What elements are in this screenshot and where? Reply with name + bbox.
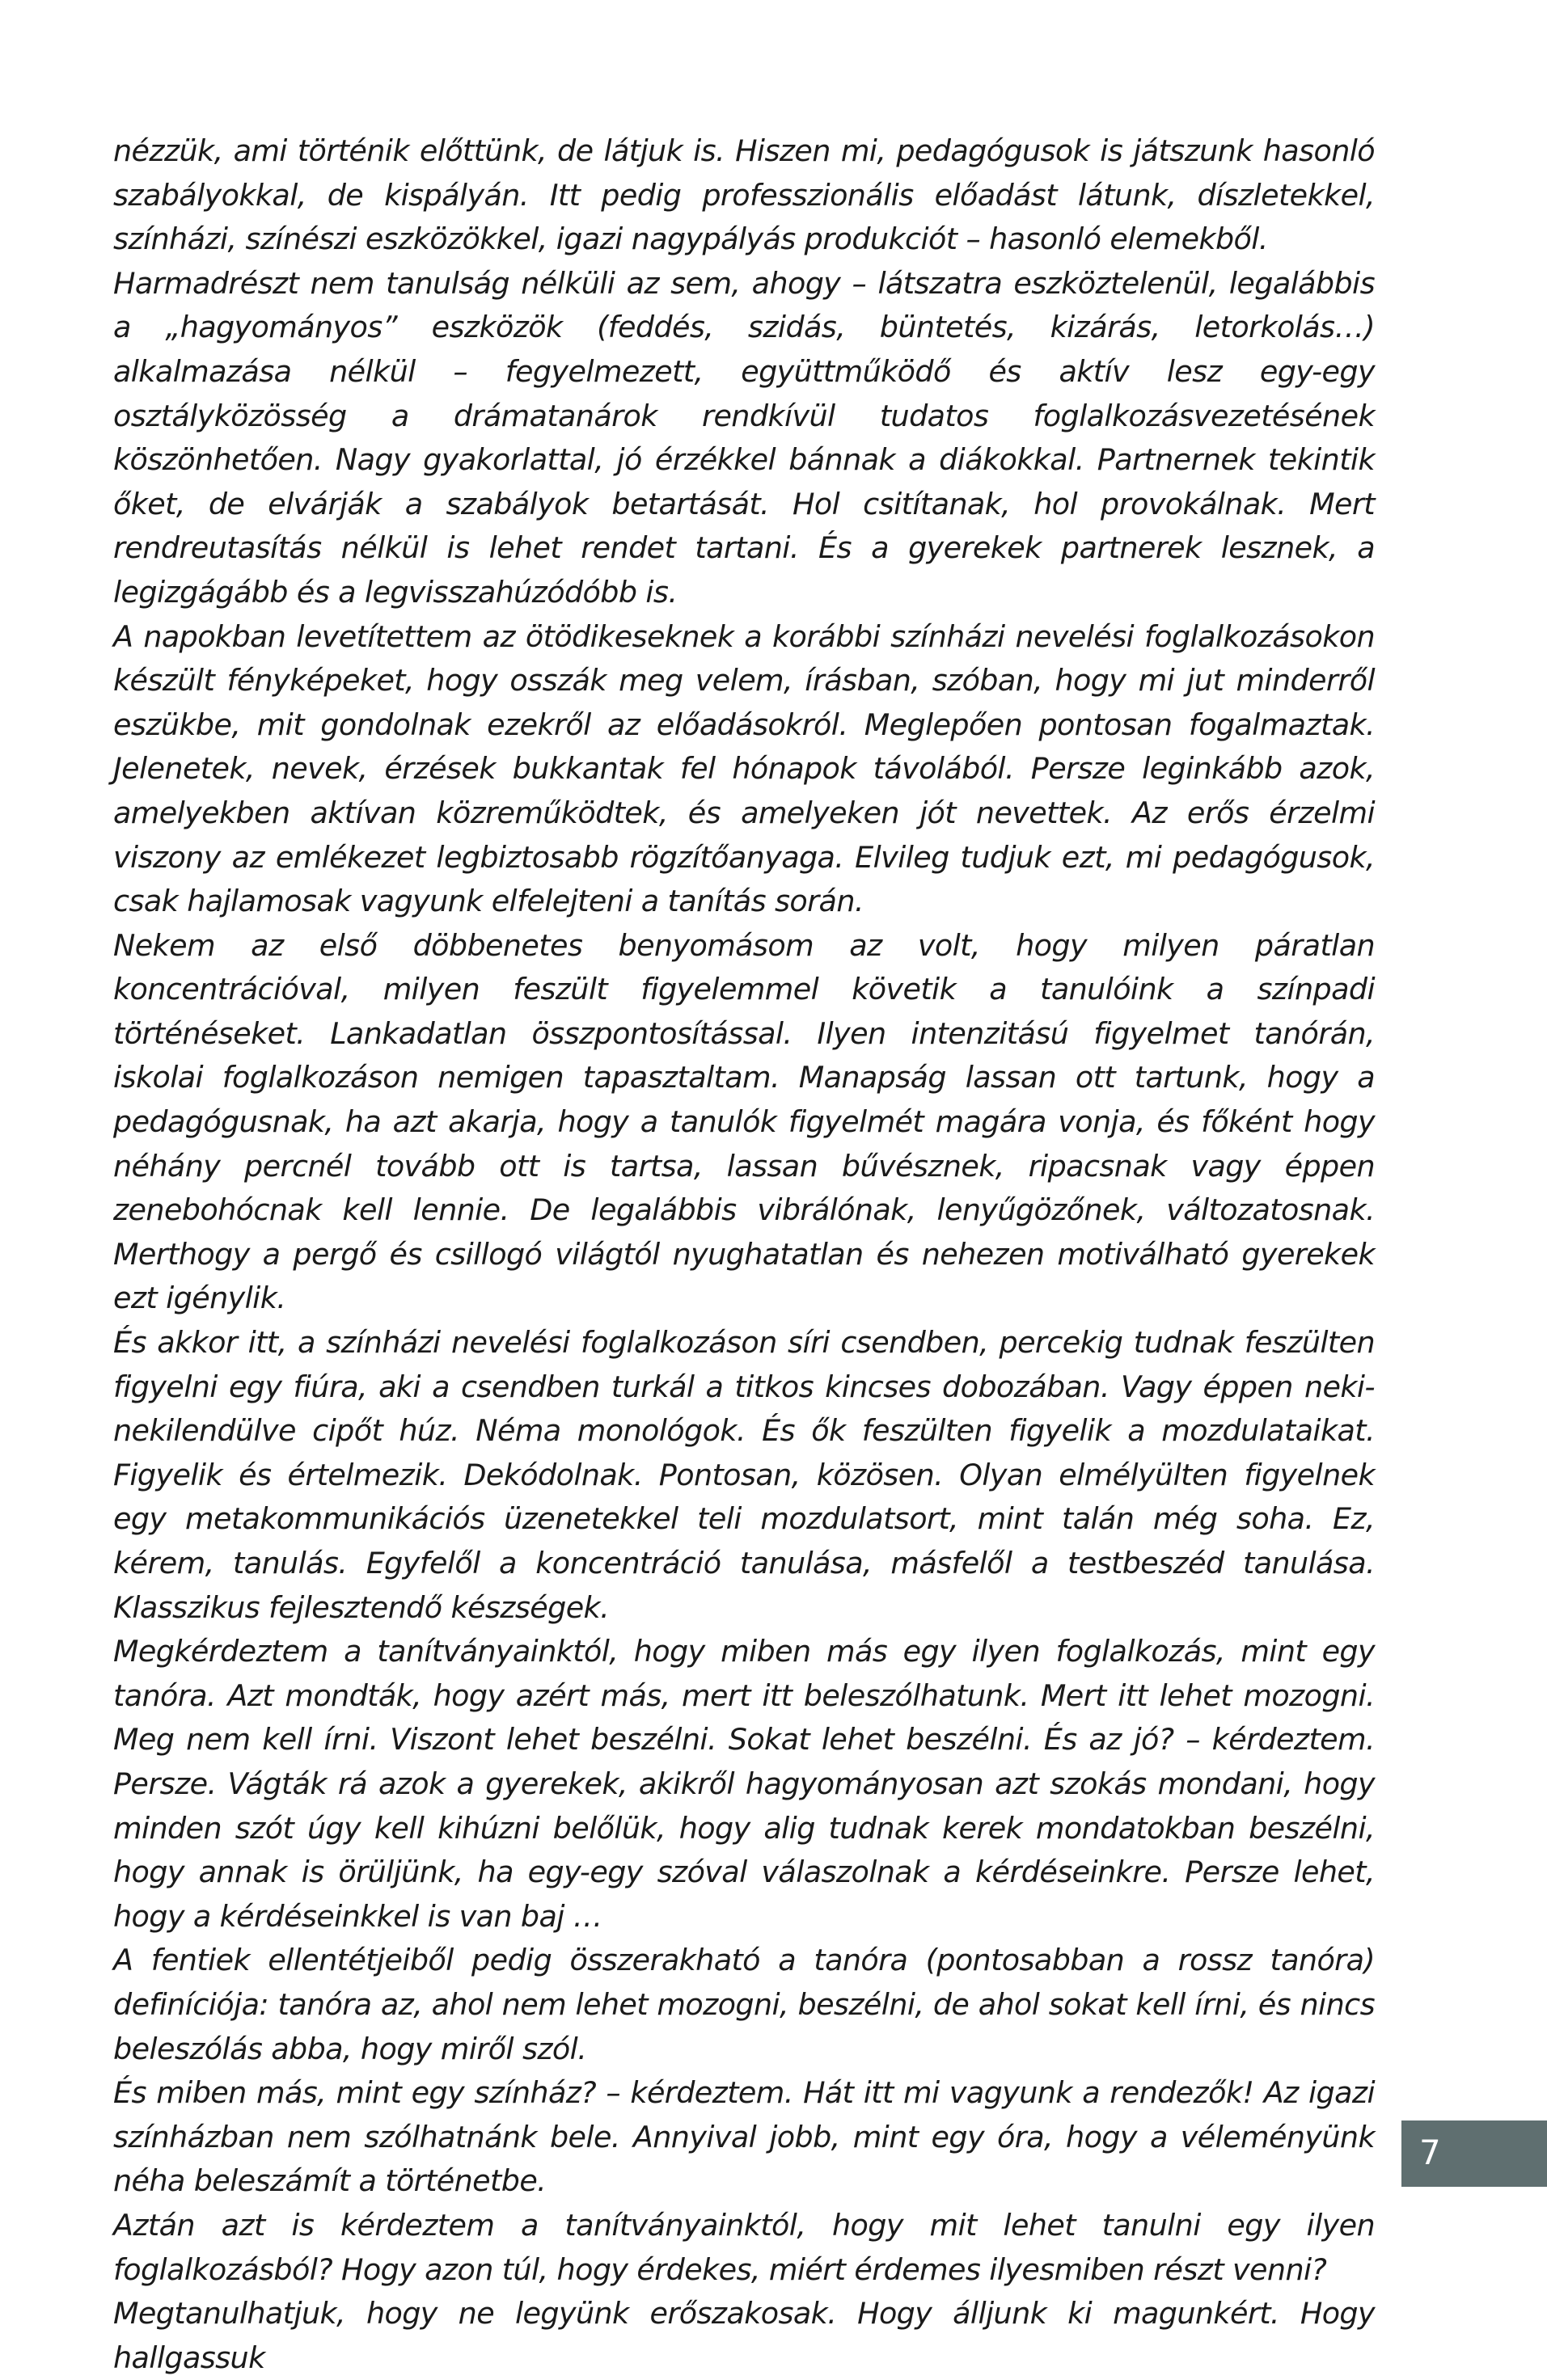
paragraph-2: Harmadrészt nem tanulság nélküli az sem, ahogy – látszatra eszköztelenül, legalábbis a „hagyományos” eszközök (feddés, szidás, büntetés, kizárás, letorkolás…) alkalmazása nélkül – fegyelmezett, együttműködő és aktív lesz egy-egy osztályközösség a drámatanárok rendkívül tudatos foglalkozásvezetésének köszönhetően. Nagy gyakorlattal, jó érzékkel bánnak a diákokkal. Partnernek tekintik őket, de elvárják a szabályok betartását. Hol csitítanak, hol provokálnak. Mert rendreutasítás nélkül is lehet rendet tartani. És a gyerekek partnerek lesznek, a legizgágább és a legvisszahúzódóbb is. — [113, 265, 1375, 610]
paragraph-10: Megtanulhatjuk, hogy ne legyünk erőszakosak. Hogy álljunk ki magunkért. Hogy hallgassuk — [113, 2296, 1375, 2375]
page-number: 7 — [1419, 2133, 1441, 2172]
paragraph-4: Nekem az első döbbenetes benyomásom az volt, hogy milyen páratlan koncentrációval, milyen feszült figyelemmel követik a tanulóink a színpadi történéseket. Lankadatlan összpontosítással. Ilyen intenzitású figyelmet tanórán, iskolai foglalkozáson nemigen tapasztaltam. Manapság lassan ott tartunk, hogy a pedagógusnak, ha azt akarja, hogy a tanulók figyelmét magára vonja, és főként hogy néhány percnél tovább ott is tartsa, lassan bűvésznek, ripacsnak vagy éppen zenebohócnak kell lennie. De legalábbis vibrálónak, lenyűgözőnek, változatosnak. Merthogy a pergő és csillogó világtól nyughatatlan és nehezen motiválható gyerekek ezt igénylik. — [113, 927, 1375, 1316]
paragraph-3: A napokban levetítettem az ötödikeseknek a korábbi színházi nevelési foglalkozásokon készült fényképeket, hogy osszák meg velem, írásban, szóban, hogy mi jut minderről eszükbe, mit gondolnak ezekről az előadásokról. Meglepően pontosan fogalmaztak. Jelenetek, nevek, érzések bukkantak fel hónapok távolából. Persze leginkább azok, amelyekben aktívan közreműködtek, és amelyeken jót nevettek. Az erős érzelmi viszony az emlékezet legbiztosabb rögzítőanyaga. Elvileg tudjuk ezt, mi pedagógusok, csak hajlamosak vagyunk elfelejteni a tanítás során. — [113, 618, 1375, 919]
paragraph-6: Megkérdeztem a tanítványainktól, hogy miben más egy ilyen foglalkozás, mint egy tanóra. Azt mondták, hogy azért más, mert itt beleszólhatunk. Mert itt lehet mozogni. Meg nem kell írni. Viszont lehet beszélni. Sokat lehet beszélni. És az jó? – kérdeztem. Persze. Vágták rá azok a gyerekek, akikről hagyományosan azt szokás mondani, hogy minden szót úgy kell kihúzni belőlük, hogy alig tudnak kerek mondatokban beszélni, hogy annak is örüljünk, ha egy-egy szóval válaszolnak a kérdéseinkre. Persze lehet, hogy a kérdéseinkkel is van baj … — [113, 1634, 1375, 1934]
paragraph-8: És miben más, mint egy színház? – kérdeztem. Hát itt mi vagyunk a rendezők! Az igazi színházban nem szólhatnánk bele. Annyival jobb, mint egy óra, hogy a véleményünk néha beleszámít a történetbe. — [113, 2075, 1375, 2199]
body-text — [113, 129, 1375, 2380]
paragraph-9: Aztán azt is kérdeztem a tanítványainktól, hogy mit lehet tanulni egy ilyen foglalkozásból? Hogy azon túl, hogy érdekes, miért érdemes ilyesmiben részt venni? — [113, 2207, 1375, 2287]
paragraph-1: nézzük, ami történik előttünk, de látjuk is. Hiszen mi, pedagógusok is játszunk hasonló szabályokkal, de kispályán. Itt pedig professzionális előadást látunk, díszletekkel, színházi, színészi eszközökkel, igazi nagypályás produkciót – hasonló elemekből. — [113, 133, 1375, 257]
paragraph-5: És akkor itt, a színházi nevelési foglalkozáson síri csendben, percekig tudnak feszülten figyelni egy fiúra, aki a csendben turkál a titkos kincses dobozában. Vagy éppen neki-nekilendülve cipőt húz. Néma monológok. És ők feszülten figyelik a mozdulataikat. Figyelik és értelmezik. Dekódolnak. Pontosan, közösen. Olyan elmélyülten figyelnek egy metakommunikációs üzenetekkel teli mozdulatsort, mint talán még soha. Ez, kérem, tanulás. Egyfelől a koncentráció tanulása, másfelől a testbeszéd tanulása. Klasszikus fejlesztendő készségek. — [113, 1325, 1375, 1625]
page-number-tab — [1401, 2120, 1547, 2187]
paragraph-7: A fentiek ellentétjeiből pedig összerakható a tanóra (pontosabban a rossz tanóra) definíciója: tanóra az, ahol nem lehet mozogni, beszélni, de ahol sokat kell írni, és nincs beleszólás abba, hogy miről szól. — [113, 1943, 1375, 2066]
